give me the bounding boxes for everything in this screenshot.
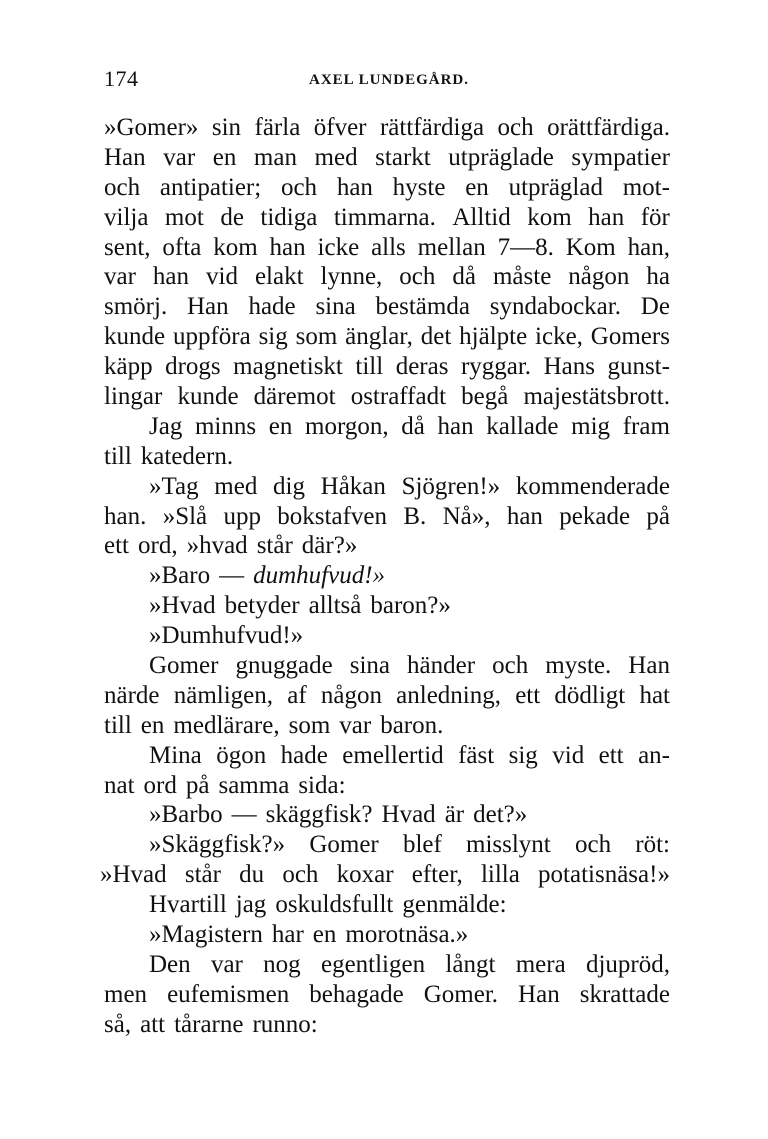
word: emellertid — [342, 741, 444, 769]
word: Gomers — [590, 323, 670, 351]
word: af — [287, 681, 307, 709]
word: Han — [518, 980, 560, 1008]
word: vid — [206, 263, 238, 291]
word: ha — [646, 263, 670, 291]
body-text — [100, 113, 670, 1040]
word: »Hvad — [149, 592, 216, 620]
word: anledning, — [396, 681, 501, 709]
word: dig — [273, 472, 305, 500]
word: smörj. — [104, 293, 168, 321]
word: magnetiskt — [233, 353, 343, 381]
word: man — [253, 143, 297, 171]
word: då — [452, 263, 476, 291]
text-line — [104, 561, 670, 591]
word: orättfärdiga. — [547, 114, 670, 141]
word: skäggfisk? — [265, 801, 373, 829]
word: tidiga — [260, 203, 318, 231]
word: han — [336, 173, 373, 201]
word: ord — [143, 771, 177, 799]
word: skrattade — [579, 980, 670, 1008]
word: att — [140, 1010, 166, 1038]
word: tårarne — [174, 1010, 244, 1038]
word: — — [231, 801, 257, 829]
word: mot — [164, 203, 204, 231]
word: en — [268, 412, 293, 440]
word: »Slå — [162, 502, 208, 530]
word: händer — [407, 652, 476, 680]
word: ett — [104, 532, 129, 560]
word: »Barbo — [149, 801, 223, 829]
word: dödligt — [554, 681, 626, 709]
word: däremot — [253, 383, 336, 411]
word: han. — [104, 502, 147, 530]
word: utpräglad — [508, 173, 603, 201]
word: kommenderade — [515, 472, 670, 500]
book-page — [100, 66, 670, 1040]
word: vilja — [104, 203, 149, 231]
word: och — [497, 114, 534, 141]
word: baron. — [380, 711, 444, 739]
word: har — [271, 921, 304, 949]
word: baron?» — [370, 592, 451, 620]
word: alltså — [308, 592, 362, 620]
word: sina — [349, 652, 390, 680]
word: var — [339, 711, 372, 739]
word: på — [185, 771, 210, 799]
word: Gomer — [149, 652, 219, 680]
word: an- — [638, 741, 670, 769]
word: minns — [194, 412, 257, 440]
word: Gomer — [309, 831, 379, 859]
word: behagade — [309, 980, 404, 1008]
text-line — [104, 382, 670, 412]
word: De — [640, 293, 670, 321]
word: deras — [395, 353, 449, 381]
word: sig — [258, 323, 288, 351]
word: antipatier; — [159, 173, 262, 201]
word: efter, — [411, 861, 463, 889]
word: en — [312, 921, 337, 949]
text-line — [104, 412, 670, 442]
word: sida: — [298, 771, 346, 799]
word: »Baro — [149, 562, 211, 590]
word: närde — [104, 681, 160, 709]
word: han, — [627, 233, 670, 261]
word: där?» — [301, 532, 358, 560]
word: B. — [403, 502, 427, 530]
word: timmarna. — [333, 203, 436, 231]
word: runno: — [252, 1010, 318, 1038]
word: kunde — [177, 383, 239, 411]
text-line — [104, 113, 670, 143]
word: mera — [515, 950, 566, 978]
word: potatisnäsa!» — [538, 861, 670, 889]
text-line — [104, 681, 670, 711]
word: han — [152, 263, 190, 291]
word: och — [399, 263, 436, 291]
word: en — [212, 143, 237, 171]
word: alls — [371, 233, 406, 261]
word: pekade — [559, 502, 631, 530]
word: drogs — [165, 353, 221, 381]
word: mot- — [622, 173, 670, 201]
word: han — [588, 203, 625, 231]
word: begå — [461, 383, 509, 411]
word: på — [646, 502, 670, 530]
word: ord, — [138, 532, 178, 560]
word: kallade — [486, 412, 559, 440]
word: »Gomer» — [104, 114, 199, 141]
word: var — [163, 143, 196, 171]
word: ögon — [216, 741, 267, 769]
word: färla — [254, 114, 301, 141]
word: elakt — [254, 263, 304, 291]
text-line — [104, 292, 670, 322]
word: någon — [568, 263, 630, 291]
word: upp — [223, 502, 261, 530]
word: de — [220, 203, 244, 231]
word: utpräglade — [448, 143, 554, 171]
page-number: 174 — [104, 66, 139, 91]
word: Han — [628, 652, 670, 680]
word: misslynt — [466, 831, 551, 859]
text-line — [104, 920, 670, 950]
word: hat — [639, 681, 670, 709]
text-line — [104, 173, 670, 203]
word: Sjögren!» — [401, 472, 501, 500]
word: egentligen — [320, 950, 426, 978]
text-line — [104, 531, 670, 561]
word: bokstafven — [277, 502, 387, 530]
word: Hvartill — [149, 891, 227, 919]
word: fram — [622, 412, 670, 440]
word: hade — [248, 293, 296, 321]
word: änglar, — [345, 323, 413, 351]
word: han — [269, 233, 306, 261]
text-line — [104, 800, 670, 830]
word: lynne, — [320, 263, 383, 291]
page-header — [104, 66, 670, 100]
word: och — [282, 861, 319, 889]
running-head: AXEL LUNDEGÅRD. — [309, 72, 470, 88]
word: gunst- — [607, 353, 670, 381]
word: fäst — [458, 741, 495, 769]
word: medlärare, — [173, 711, 280, 739]
word: rättfärdiga — [379, 114, 485, 141]
word: som — [288, 711, 331, 739]
text-line — [104, 352, 670, 382]
word: käpp — [104, 353, 153, 381]
word: någon — [320, 681, 382, 709]
word: »hvad — [186, 532, 248, 560]
word: mellan — [417, 233, 486, 261]
word: sin — [211, 114, 242, 141]
word: och — [104, 173, 141, 201]
word: gnuggade — [235, 652, 333, 680]
word: och — [574, 831, 612, 859]
word: till — [104, 442, 132, 470]
word: nog — [263, 950, 301, 978]
text-line — [104, 950, 670, 980]
word: Hans — [543, 353, 595, 381]
text-line — [104, 830, 670, 860]
word: hjälpte — [459, 323, 528, 351]
word: sent, — [104, 233, 151, 261]
text-line — [104, 442, 670, 472]
word: 7—8. — [497, 233, 554, 261]
word: katedern. — [140, 442, 234, 470]
text-line — [104, 1010, 670, 1040]
word: han — [437, 412, 474, 440]
word: du — [239, 861, 265, 889]
word: »Hvad — [100, 861, 167, 889]
word: samma — [218, 771, 290, 799]
word: långt — [445, 950, 496, 978]
text-line — [104, 621, 670, 651]
word: Kom — [565, 233, 616, 261]
word: »Magistern — [149, 921, 263, 949]
word: till — [355, 353, 384, 381]
text-line — [104, 203, 670, 233]
word: hade — [280, 741, 328, 769]
word: Jag — [149, 412, 183, 440]
word: majestätsbrott. — [523, 383, 670, 411]
text-line — [104, 233, 670, 263]
word: morgon, — [305, 412, 389, 440]
word: oskuldsfullt — [275, 891, 394, 919]
word: — — [219, 562, 245, 590]
word: för — [640, 203, 670, 231]
word: Gomer. — [423, 980, 499, 1008]
word: genmälde: — [402, 891, 507, 919]
text-line — [104, 890, 670, 920]
word: koxar — [336, 861, 394, 889]
word: ryggar. — [460, 353, 532, 381]
word: djupröd, — [585, 950, 670, 978]
word: står — [256, 532, 293, 560]
word: som — [295, 323, 338, 351]
text-line — [104, 322, 670, 352]
word: sympatier — [571, 143, 670, 171]
word: röt: — [635, 831, 670, 859]
word: betyder — [224, 592, 300, 620]
text-line — [104, 591, 670, 621]
word: måste — [492, 263, 552, 291]
word: hyste — [392, 173, 446, 201]
text-line — [104, 262, 670, 292]
word: dumhufvud!» — [253, 562, 386, 590]
word: lilla — [480, 861, 520, 889]
text-line — [104, 472, 670, 502]
word: mig — [571, 412, 611, 440]
word: sig — [508, 741, 538, 769]
word: kom — [213, 233, 258, 261]
word: det — [420, 323, 452, 351]
word: ofta — [162, 233, 202, 261]
word: är — [444, 801, 465, 829]
word: sina — [315, 293, 356, 321]
word: var — [104, 263, 136, 291]
word: med — [314, 143, 358, 171]
text-line — [104, 143, 670, 173]
word: icke, — [535, 323, 583, 351]
word: men — [104, 980, 148, 1008]
word: Håkan — [320, 472, 386, 500]
word: och — [492, 652, 529, 680]
word: till — [104, 711, 132, 739]
word: en — [465, 173, 489, 201]
word: en — [140, 711, 165, 739]
word: bestämda — [375, 293, 470, 321]
word: han — [506, 502, 543, 530]
word: Han — [104, 143, 146, 171]
word: var — [210, 950, 243, 978]
word: med — [214, 472, 258, 500]
text-line — [104, 741, 670, 771]
word: »Skäggfisk?» — [149, 831, 286, 859]
word: morotnäsa.» — [345, 921, 469, 949]
word: blef — [402, 831, 442, 859]
word: ett — [598, 741, 624, 769]
word: då — [401, 412, 425, 440]
word: står — [184, 861, 221, 889]
text-line — [104, 980, 670, 1010]
word: kom — [527, 203, 572, 231]
text-line — [100, 860, 670, 890]
word: nat — [104, 771, 135, 799]
word: öfver — [313, 114, 367, 141]
word: syndabockar. — [489, 293, 621, 321]
word: eufemismen — [167, 980, 290, 1008]
word: Han — [187, 293, 229, 321]
word: jag — [235, 891, 267, 919]
word: och — [280, 173, 318, 201]
word: Nå», — [442, 502, 491, 530]
word: myste. — [545, 652, 612, 680]
text-line — [104, 502, 670, 532]
word: icke — [317, 233, 360, 261]
word: ett — [515, 681, 541, 709]
text-line — [104, 651, 670, 681]
word: »Dumhufvud!» — [149, 622, 304, 650]
word: »Tag — [149, 472, 199, 500]
text-line — [104, 711, 670, 741]
word: Den — [149, 950, 191, 978]
word: det?» — [473, 801, 528, 829]
word: kunde — [104, 323, 166, 351]
word: så, — [104, 1010, 132, 1038]
word: ostraffadt — [350, 383, 447, 411]
word: nämligen, — [173, 681, 274, 709]
word: Alltid — [452, 203, 511, 231]
word: lingar — [104, 383, 163, 411]
word: starkt — [375, 143, 431, 171]
word: vid — [552, 741, 585, 769]
word: Mina — [149, 741, 202, 769]
text-line — [104, 771, 670, 801]
word: Hvad — [381, 801, 436, 829]
word: uppföra — [172, 323, 251, 351]
